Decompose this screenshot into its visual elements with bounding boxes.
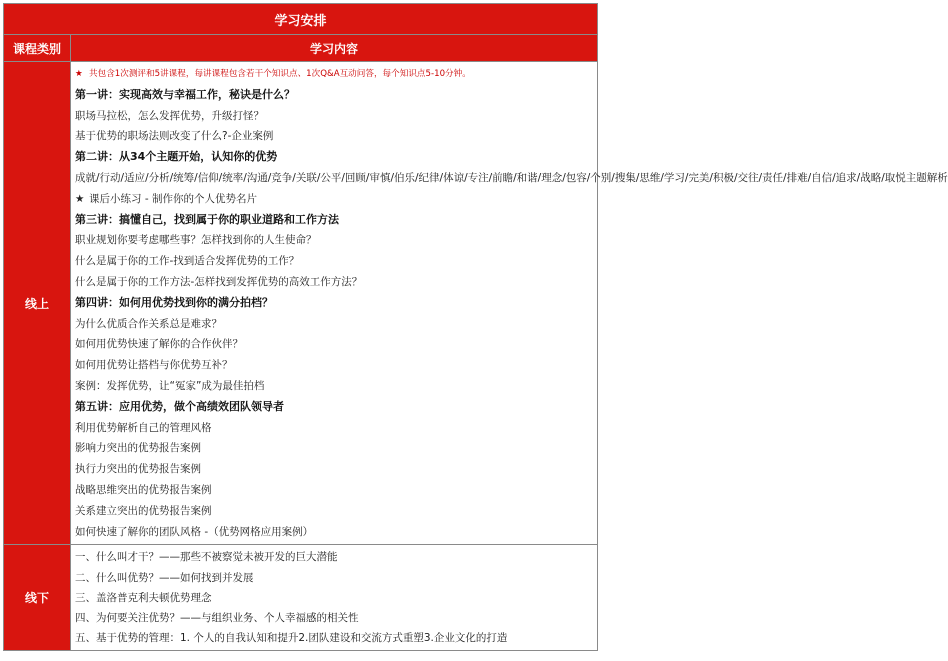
offline-line: 四、为何要关注优势？——与组织业务、个人幸福感的相关性 xyxy=(75,611,359,624)
line-text: 如何用优势让搭档与你优势互补？ xyxy=(75,359,233,372)
offline-content xyxy=(71,545,598,651)
line-text: 基于优势的职场法则改变了什么?-企业案例 xyxy=(75,130,274,143)
content-line xyxy=(75,251,597,272)
line-text: 关系建立突出的优势报告案例 xyxy=(75,504,212,517)
category-offline: 线下 xyxy=(4,545,71,651)
lecture-heading xyxy=(75,147,597,168)
line-text: 利用优势解析自己的管理风格 xyxy=(75,421,212,434)
line-text: 职业规划你要考虑哪些事？怎样找到你的人生使命？ xyxy=(75,234,317,247)
content-line xyxy=(75,189,597,210)
header-category: 课程类别 xyxy=(4,35,71,62)
content-line xyxy=(75,230,597,251)
line-text: 执行力突出的优势报告案例 xyxy=(75,463,201,476)
line-text: 什么是属于你的工作方法-怎样找到发挥优势的高效工作方法？ xyxy=(75,275,363,288)
content-line xyxy=(75,501,597,522)
line-text: 影响力突出的优势报告案例 xyxy=(75,442,201,455)
line-text: 如何快速了解你的团队风格 -（优势网格应用案例） xyxy=(75,525,314,538)
line-text: 第二讲：从34个主题开始，认知你的优势 xyxy=(75,150,278,164)
content-line xyxy=(75,418,597,439)
header-content: 学习内容 xyxy=(71,35,598,62)
line-text: 共包含1次测评和5讲课程，每讲课程包含若干个知识点、1次Q&A互动问答，每个知识点5-10分钟。 xyxy=(89,69,471,79)
star-icon: ★ xyxy=(75,192,85,205)
offline-line: 一、什么叫才干？——那些不被察觉未被开发的巨大潜能 xyxy=(75,551,338,564)
line-text: 职场马拉松，怎么发挥优势，升级打怪？ xyxy=(75,109,264,122)
lecture-heading xyxy=(75,85,597,106)
lecture-heading xyxy=(75,210,597,231)
table-title: 学习安排 xyxy=(4,4,598,35)
offline-line: 二、什么叫优势？——如何找到并发展 xyxy=(75,571,254,584)
content-line xyxy=(75,438,597,459)
line-text: 课后小练习 - 制作你的个人优势名片 xyxy=(89,192,257,205)
content-line xyxy=(75,106,597,127)
offline-line: 五、基于优势的管理：1. 个人的自我认知和提升2.团队建设和交流方式重塑3.企业文化的打造 xyxy=(75,632,508,645)
line-text: 第五讲：应用优势，做个高绩效团队领导者 xyxy=(75,399,284,413)
line-text: 第三讲：搞懂自己，找到属于你的职业道路和工作方法 xyxy=(75,212,339,226)
line-text: 案例：发挥优势，让“冤家”成为最佳拍档 xyxy=(75,379,265,392)
line-text: 如何用优势快速了解你的合作伙伴？ xyxy=(75,338,243,351)
content-line xyxy=(75,376,597,397)
online-content xyxy=(71,62,948,545)
line-text: 第四讲：如何用优势找到你的满分拍档？ xyxy=(75,295,273,309)
content-line xyxy=(75,168,948,189)
star-icon: ★ xyxy=(75,69,83,79)
lecture-heading xyxy=(75,397,597,418)
lecture-heading xyxy=(75,293,597,314)
course-note xyxy=(75,64,597,85)
line-text: 成就/行动/适应/分析/统筹/信仰/统率/沟通/竞争/关联/公平/回顾/审慎/伯乐/纪律/体谅/专注/前瞻/和谐/理念/包容/个别/搜集/思维/学习/完美/积极/交往/责任/排难/自信/追求/战略/取悦主题解析 xyxy=(75,171,948,184)
line-text: 第一讲：实现高效与幸福工作，秘诀是什么？ xyxy=(75,87,295,101)
line-text: 战略思维突出的优势报告案例 xyxy=(75,483,212,496)
content-line xyxy=(75,355,597,376)
content-line xyxy=(75,272,597,293)
content-line xyxy=(75,314,597,335)
offline-line: 三、盖洛普克利夫顿优势理念 xyxy=(75,591,212,604)
content-line xyxy=(75,126,597,147)
content-line xyxy=(75,459,597,480)
content-line xyxy=(75,522,597,543)
content-line xyxy=(75,480,597,501)
line-text: 什么是属于你的工作-找到适合发挥优势的工作？ xyxy=(75,255,300,268)
line-text: 为什么优质合作关系总是难求？ xyxy=(75,317,222,330)
category-online: 线上 xyxy=(4,62,71,545)
content-line xyxy=(75,334,597,355)
schedule-table xyxy=(3,3,948,651)
